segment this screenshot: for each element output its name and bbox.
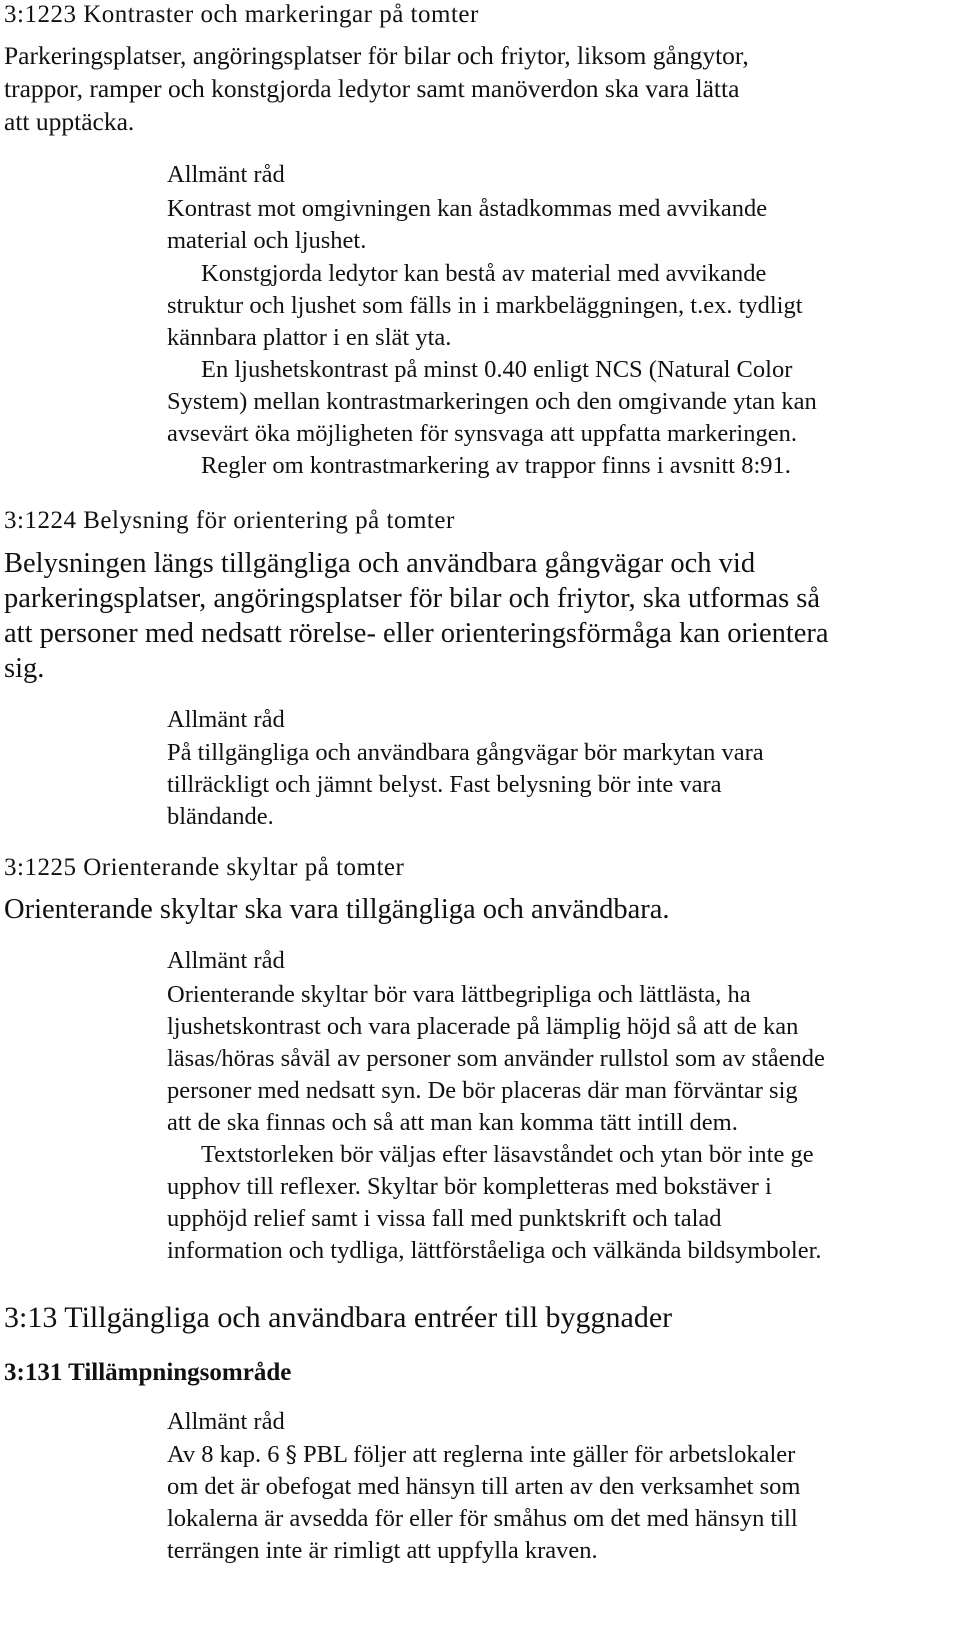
- body-line: Belysningen längs tillgängliga och användbara gångvägar och vid: [4, 548, 756, 579]
- advice-line: avsevärt öka möjligheten för synsvaga att uppfatta markeringen.: [167, 420, 797, 447]
- advice-line: struktur och ljushet som fälls in i markbeläggningen, t.ex. tydligt: [167, 292, 803, 319]
- body-line: Parkeringsplatser, angöringsplatser för bilar och friytor, liksom gångytor,: [4, 41, 749, 70]
- advice-line: System) mellan kontrastmarkeringen och den omgivande ytan kan: [167, 388, 817, 415]
- section-heading-3-1225: 3:1225 Orienterande skyltar på tomter: [4, 854, 405, 881]
- paragraph-sign: §: [285, 1442, 297, 1468]
- advice-line: om det är obefogat med hänsyn till arten av den verksamhet som: [167, 1473, 801, 1500]
- advice-line: ljushetskontrast och vara placerade på lämplig höjd så att de kan: [167, 1013, 799, 1040]
- body-line: att upptäcka.: [4, 107, 135, 136]
- advice-line: [167, 1443, 795, 1468]
- body-line: Orienterande skyltar ska vara tillgängliga och användbara.: [4, 894, 670, 925]
- advice-line: En ljushetskontrast på minst 0.40 enligt NCS (Natural Color: [201, 356, 793, 383]
- body-line: trappor, ramper och konstgjorda ledytor samt manöverdon ska vara lätta: [4, 74, 740, 103]
- advice-text: Av 8 kap. 6: [167, 1441, 286, 1468]
- advice-line: information och tydliga, lättförståeliga och välkända bildsymboler.: [167, 1237, 822, 1264]
- chapter-heading-3-13: 3:13 Tillgängliga och användbara entréer till byggnader: [4, 1301, 673, 1334]
- advice-line: material och ljushet.: [167, 227, 367, 254]
- advice-line: Konstgjorda ledytor kan bestå av material med avvikande: [201, 260, 767, 287]
- advice-line: upphöjd relief samt i vissa fall med punktskrift och talad: [167, 1205, 722, 1232]
- advice-line: Regler om kontrastmarkering av trappor finns i avsnitt 8:91.: [201, 452, 791, 479]
- body-line: parkeringsplatser, angöringsplatser för bilar och friytor, ska utformas så: [4, 583, 821, 614]
- advice-line: att de ska finnas och så att man kan komma tätt intill dem.: [167, 1109, 738, 1136]
- advice-text: PBL följer att reglerna inte gäller för arbetslokaler: [296, 1441, 796, 1468]
- body-line: sig.: [4, 653, 45, 684]
- advice-line: personer med nedsatt syn. De bör placeras där man förväntar sig: [167, 1077, 798, 1104]
- advice-line: läsas/höras såväl av personer som använder rullstol som av stående: [167, 1045, 825, 1072]
- advice-line: På tillgängliga och användbara gångvägar bör markytan vara: [167, 739, 764, 766]
- section-heading-3-131: 3:131 Tillämpningsområde: [4, 1359, 292, 1386]
- section-heading-3-1224: 3:1224 Belysning för orientering på tomter: [4, 507, 455, 534]
- body-line: att personer med nedsatt rörelse- eller orienteringsförmåga kan orientera: [4, 618, 829, 649]
- advice-line: tillräckligt och jämnt belyst. Fast belysning bör inte vara: [167, 771, 722, 798]
- advice-line: bländande.: [167, 803, 274, 830]
- advice-label: Allmänt råd: [167, 161, 285, 188]
- advice-line: Kontrast mot omgivningen kan åstadkommas med avvikande: [167, 195, 768, 222]
- advice-label: Allmänt råd: [167, 1408, 285, 1435]
- advice-line: terrängen inte är rimligt att uppfylla kraven.: [167, 1537, 598, 1564]
- advice-label: Allmänt råd: [167, 706, 285, 733]
- advice-line: Textstorleken bör väljas efter läsavståndet och ytan bör inte ge: [201, 1141, 814, 1168]
- section-heading-3-1223: 3:1223 Kontraster och markeringar på tomter: [4, 1, 479, 28]
- advice-line: upphov till reflexer. Skyltar bör kompletteras med bokstäver i: [167, 1173, 772, 1200]
- advice-line: Orienterande skyltar bör vara lättbegripliga och lättlästa, ha: [167, 981, 751, 1008]
- advice-label: Allmänt råd: [167, 947, 285, 974]
- advice-line: lokalerna är avsedda för eller för småhus om det med hänsyn till: [167, 1505, 798, 1532]
- advice-line: kännbara plattor i en slät yta.: [167, 324, 452, 351]
